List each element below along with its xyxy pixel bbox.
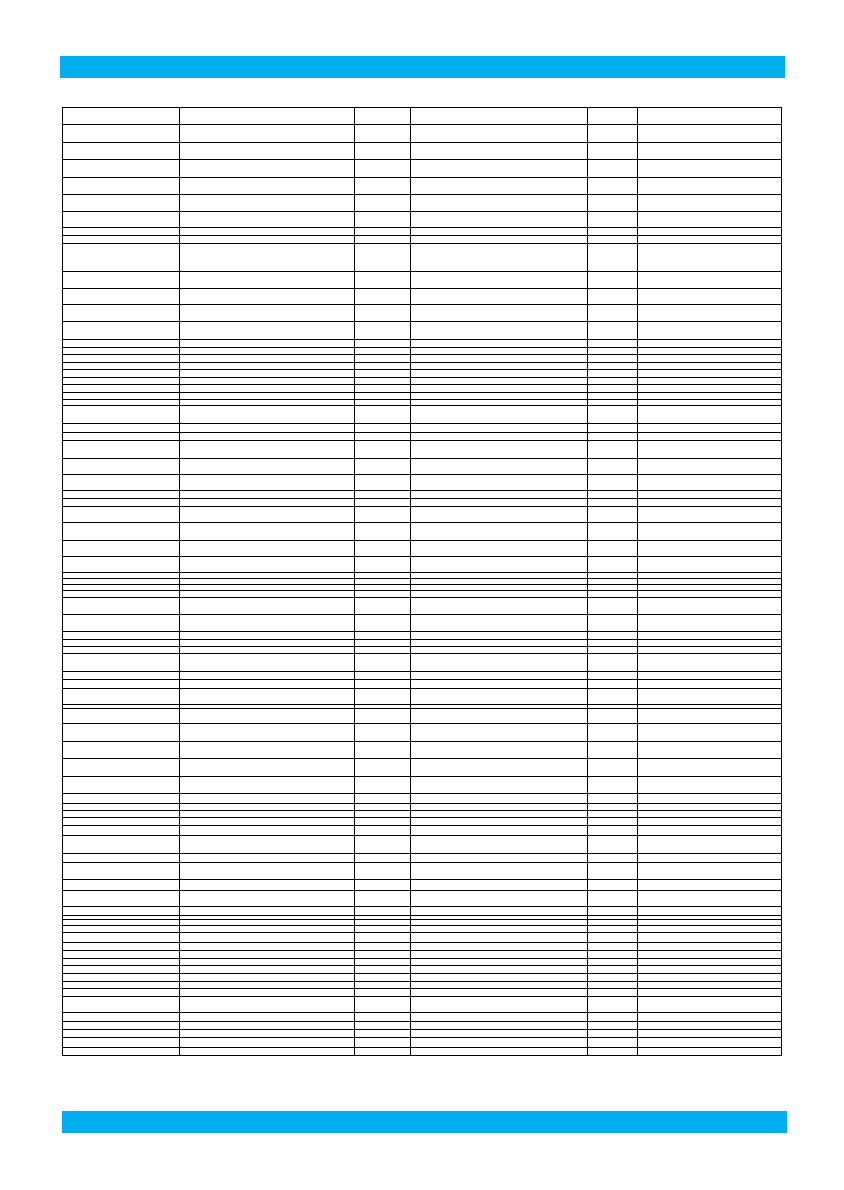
table-grid-lines	[62, 107, 782, 1056]
empty-table-grid	[62, 107, 782, 1056]
table-border	[63, 108, 782, 1056]
footer-accent-band	[62, 1111, 787, 1133]
header-accent-band	[60, 56, 785, 78]
